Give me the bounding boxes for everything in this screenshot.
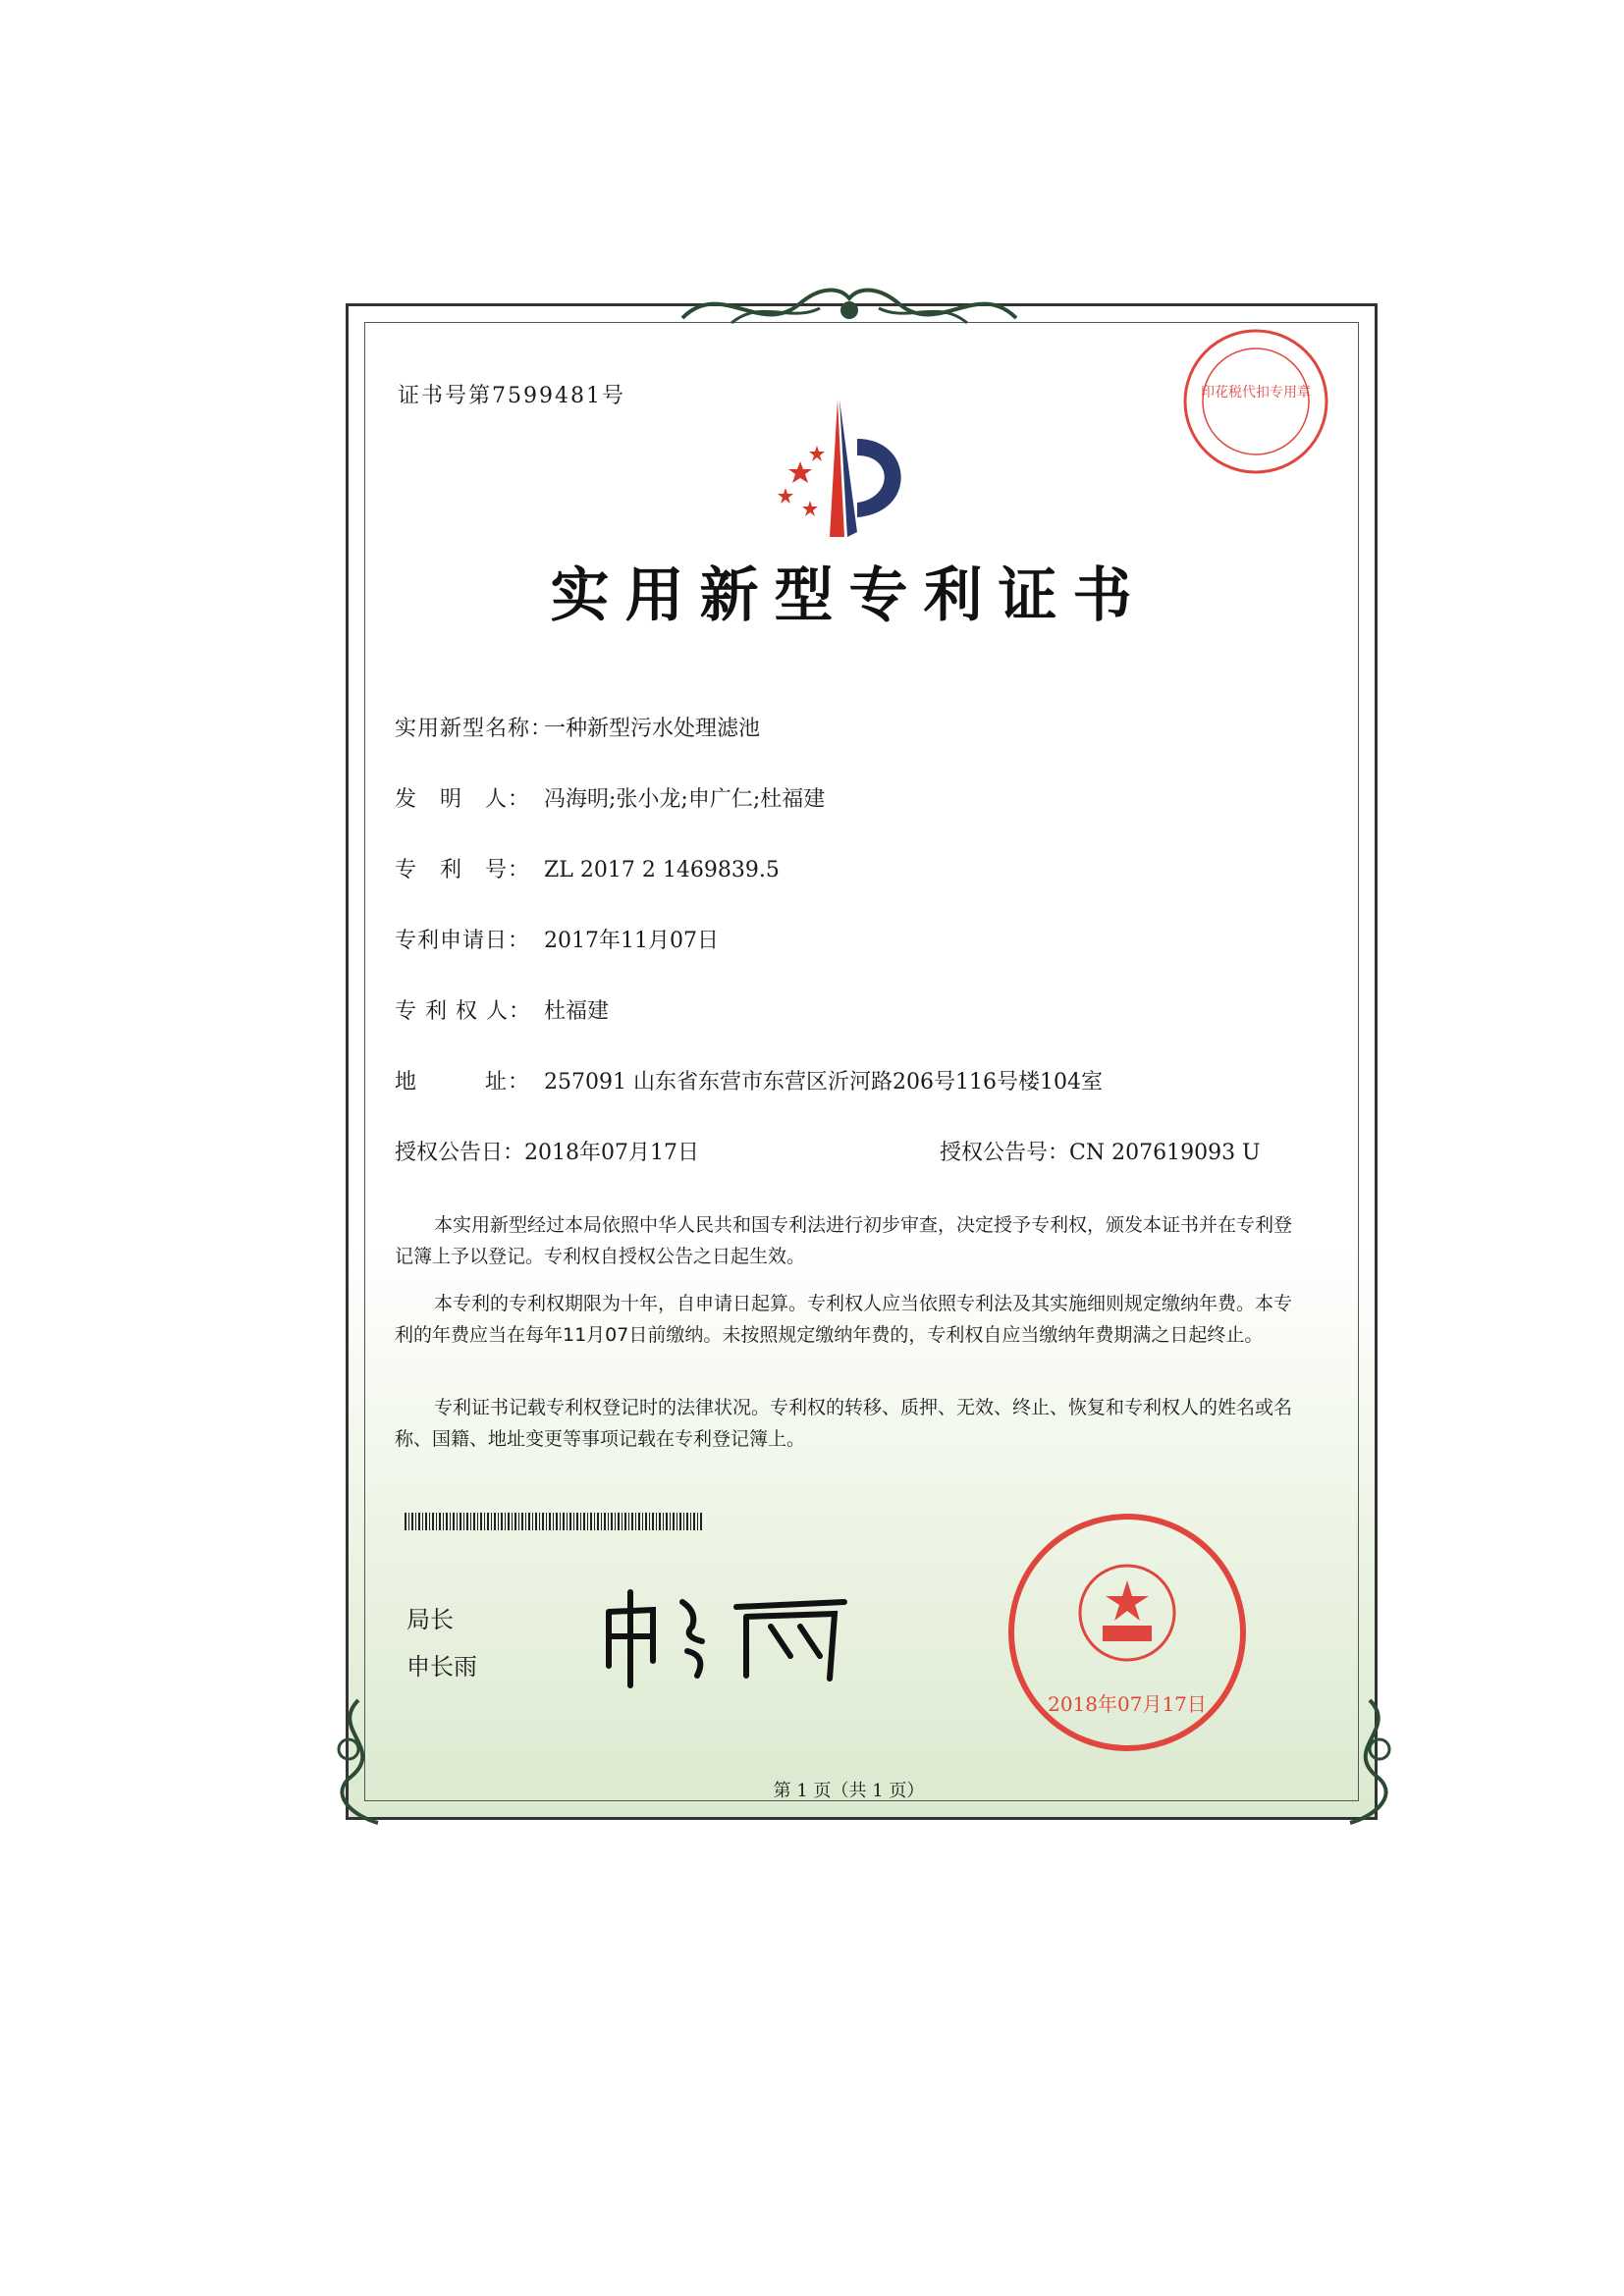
- field-label: 实用新型名称：: [395, 717, 554, 741]
- director-title: 局长: [406, 1606, 454, 1633]
- paragraph-2: 本专利的专利权期限为十年，自申请日起算。专利权人应当依照专利法及其实施细则规定缴纳年费。本专利的年费应当在每年11月07日前缴纳。未按照规定缴纳年费的，专利权自应当缴纳年费期满之日起终止。: [395, 1293, 1293, 1346]
- cnipa-seal: [1004, 1510, 1250, 1755]
- field-patentee: [395, 994, 609, 1025]
- field-value: 2017年11月07日: [544, 929, 719, 953]
- seal-date: 2018年07月17日: [1048, 1692, 1207, 1716]
- barcode: [405, 1513, 704, 1530]
- field-application-date: [395, 924, 719, 954]
- field-value: 257091 山东省东营市东营区沂河路206号116号楼104室: [544, 1070, 1103, 1095]
- document-title: 实用新型专利证书: [550, 561, 1148, 630]
- tax-stamp: [1180, 326, 1332, 478]
- director-signature: [599, 1582, 864, 1690]
- star-icon: [802, 501, 818, 516]
- paragraph-3: 专利证书记载专利权登记时的法律状况。专利权的转移、质押、无效、终止、恢复和专利权人的姓名或名称、国籍、地址变更等事项记载在专利登记簿上。: [395, 1397, 1293, 1450]
- star-icon: [1106, 1580, 1149, 1621]
- field-value: 杜福建: [544, 999, 610, 1024]
- director-name: 申长雨: [406, 1653, 477, 1681]
- top-ornament: [673, 279, 1026, 334]
- field-label: 专利申请日：: [395, 929, 531, 953]
- grant-date-value: 2018年07月17日: [524, 1141, 699, 1165]
- paragraph-1: 本实用新型经过本局依照中华人民共和国专利法进行初步审查，决定授予专利权，颁发本证书并在专利登记簿上予以登记。专利权自授权公告之日起生效。: [395, 1214, 1293, 1267]
- field-address: [395, 1065, 1103, 1095]
- grant-number: [940, 1136, 1261, 1166]
- field-patent-number: [395, 853, 780, 883]
- certificate-number: 证书号第7599481号: [398, 384, 625, 408]
- patent-office-logo: [771, 395, 918, 542]
- field-name: [395, 712, 760, 742]
- logo-p-curve: [857, 439, 901, 517]
- star-icon: [809, 446, 825, 461]
- patent-certificate: [346, 303, 1378, 1820]
- corner-ornament-right: [1321, 1690, 1409, 1828]
- page-number: 第 1 页（共 1 页）: [773, 1781, 925, 1801]
- field-value: 一种新型污水处理滤池: [544, 717, 761, 741]
- field-inventors: [395, 782, 825, 813]
- field-label: 专 利 权 人：: [395, 999, 531, 1024]
- corner-ornament-left: [319, 1690, 407, 1828]
- grant-date: [395, 1136, 699, 1166]
- star-icon: [788, 461, 812, 483]
- tax-stamp-text: 印花税代扣专用章: [1201, 385, 1311, 400]
- grant-number-label: 授权公告号：: [940, 1141, 1070, 1165]
- grant-date-label: 授权公告日：: [395, 1141, 525, 1165]
- national-emblem-icon: [1080, 1566, 1174, 1660]
- star-icon: [778, 488, 793, 504]
- field-value: ZL 2017 2 1469839.5: [544, 858, 780, 882]
- field-value: 冯海明;张小龙;申广仁;杜福建: [544, 787, 826, 812]
- field-label: 发 明 人：: [395, 787, 531, 812]
- field-label: 专 利 号：: [395, 858, 531, 882]
- field-label: 地 址：: [395, 1070, 531, 1095]
- grant-number-value: CN 207619093 U: [1069, 1141, 1261, 1165]
